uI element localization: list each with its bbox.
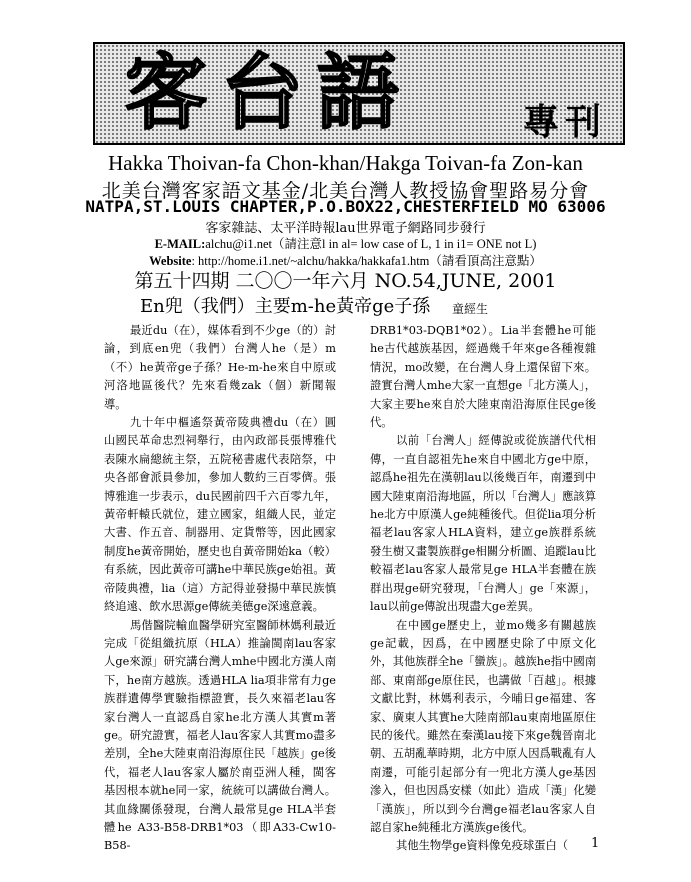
article-column-left (104, 322, 336, 856)
website-url[interactable]: : http://home.i1.net/~alchu/hakka/hakkafa1.htm（請看頂高注意點） (191, 254, 542, 268)
publisher-line: 北美台灣客家語文基金/北美台灣人教授協會聖路易分會 (101, 180, 590, 202)
article-author: 童經生 (452, 302, 489, 316)
paragraph: 馬偕醫院輸血醫學研究室醫師林媽利最近完成「從組織抗原（HLA）推論閩南lau客家人ge來源」研究講台灣人mhe中國北方漢人南下，he南方越族。透過HLA lia項非常有力ge族群遺傳學實驗指標證實，長久來福老lau客家台灣人一直認爲自家he北方漢人其實m著ge。研究證實，福老人lau客家人其實mo盡多差別，全he大陸東南沿海原住民「越族」ge後代，福老人lau客家人屬於南亞洲人種，閩客基因根本就he同一家，統統可以講做台灣人。其血緣關係發現，台灣人最常見ge HLA半套體he A33-B58-DRB1*03（即A33-Cw10-B58- (104, 618, 336, 853)
issue-line: 第五十四期 二〇〇一年六月 NO.54,JUNE, 2001 (134, 270, 557, 292)
sync-publication-note: 客家雜誌、太平洋時報lau世界電子網路同步發行 (205, 221, 486, 236)
paragraph: 在中國ge歷史上，並mo幾多有關越族ge記載，因爲，在中國歷史除了中原文化外，其他族群全he「蠻族」。越族he指中國南部、東南部ge原住民，也講做「百越」。根據文獻比對，林媽利表示，今晡日ge福建、客家、廣東人其實he大陸南部lau東南地區原住民的後代。雖然在秦漢lau接下來ge魏晉南北朝、五胡亂華時期，北方中原人因爲戰亂有人南遷，可能引起部分有一兜北方漢人ge基因滲入，但也因爲安樣（如此）造成「漢」化變「漢族」，所以到今台灣ge福老lau客家人自認自家he純種北方漢族ge後代。 (370, 618, 596, 834)
page-number: 1 (591, 836, 600, 851)
website-label: Website (149, 254, 192, 268)
paragraph: 其他生物學ge資料像免疫球蛋白（ (395, 839, 569, 853)
romanized-title: Hakka Thoivan-fa Chon-khan/Hakga Toivan-fa Zon-kan (108, 151, 583, 175)
paragraph: DRB1*03-DQB1*02）。Lia半套體he可能he古代越族基因，經過幾千年來ge各種複雜情況，mo改變，在台灣人身上還保留下來。證實台灣人mhe大家一直想ge「北方漢人」，大家主要he來自於大陸東南沿海原住民ge後代。 (370, 324, 596, 430)
article-title: En兜（我們）主要m-he黃帝ge子孫 (140, 296, 431, 317)
email-line (0, 234, 691, 252)
email-address[interactable]: alchu@i1.net（請注意l in al= low case of L, 1 in i1= ONE not L) (205, 237, 537, 251)
paragraph: 以前「台灣人」經傳說或從族譜代代相傳，一直自認祖先he來自中國北方ge中原，認爲he祖先在漢朝lau以後幾百年，南遷到中國大陸東南沿海地區，所以「台灣人」應該算he北方中原漢人ge純種後代。但從lia項分析福老lau客家人HLA資料，建立ge族群系統發生樹又畫製族群ge相關分析圖、追蹤lau比較福老lau客家人最常見ge HLA半套體在族群出現ge研究發現，「台灣人」ge「來源」，lau以前ge傳說出現盡大ge差異。 (370, 434, 596, 614)
paragraph: 最近du（在），媒体看到不少ge（的）討論，到底en兜（我們）台灣人he（是）m（不）he黃帝ge子孫？He-m-he來自中原或河洛地區後代？先來看幾zak（個）新聞報導。 (104, 324, 336, 411)
masthead-title: 客台語 (125, 45, 414, 141)
article-column-right (370, 322, 596, 856)
masthead-subtitle: 專刊 (522, 101, 607, 143)
paragraph: 九十年中樞遙祭黃帝陵典禮du（在）圓山國民革命忠烈祠舉行，由內政部長張博雅代表陳水扁總統主祭，五院秘書處代表陪祭，中央各部會派員參加，參加人數約三百零儕。張博雅進一步表示，du民國前四千六百零九年，黃帝軒轅氏就位，建立國家，組織人民，並定大書、作五音、制器用、定貨幣等，因此國家制度he黃帝開始，歷史也自黃帝開始ka（較）有系統，因此黃帝可講he中華民族ge始祖。黃帝陵典禮，lia（這）方記得並發揚中華民族慎終追遠、飲水思源ge傳統美德ge深遠意義。 (104, 416, 336, 614)
postal-address: NATPA,ST.LOUIS CHAPTER,P.O.BOX22,CHESTERFIELD MO 63006 (85, 197, 606, 216)
masthead-banner (93, 42, 625, 145)
email-label: E-MAIL: (154, 237, 206, 251)
